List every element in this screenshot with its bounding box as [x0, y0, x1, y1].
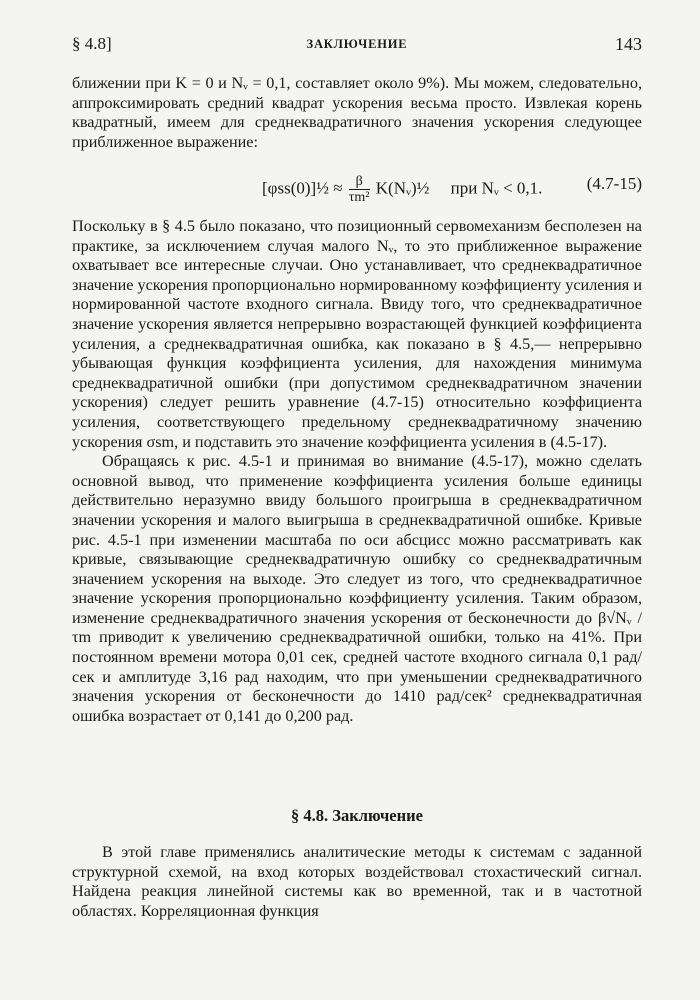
header-section-ref: § 4.8]: [72, 34, 112, 53]
equation-rhs: K(Nᵥ)½: [375, 178, 430, 198]
equation-lhs: [φss(0)]½ ≈: [262, 178, 343, 198]
conclusion-text-block: [72, 843, 642, 921]
paragraph-3: Обращаясь к рис. 4.5-1 и принимая во внимание (4.5-17), можно сделать основной вывод, что применение коэффициента усиления больше единицы действительно неразумно ввиду большого проигрыша в среднеквадратичном значении ускорения и малого выигрыша в среднеквадратичной ошибке. Кривые рис. 4.5-1 при изменении масштаба по оси абсцисс можно рассматривать как кривые, связывающие среднеквадратичную ошибку со среднеквадратичным значением ускорения на выходе. Это следует из того, что среднеквадратичное значение ускорения пропорционально коэффициенту усиления. Таким образом, изменение среднеквадратичного значения ускорения от бесконечности до β√Nᵥ / τm приводит к увеличению среднеквадратичной ошибки, только на 41%. При постоянном времени мотора 0,01 сек, средней частоте входного сигнала 0,1 рад/сек и амплитуде 3,16 рад находим, что при уменьшении среднеквадратичного значения ускорения от бесконечности до 1410 рад/сек² среднеквадратичная ошибка возрастает от 0,141 до 0,200 рад.: [72, 452, 642, 725]
equation-number: (4.7-15): [586, 174, 642, 193]
paragraph-4: В этой главе применялись аналитические методы к системам с заданной структурной схемой, на вход которых воздействовал стохастический сигнал. Найдена реакция линейной системы как во временной, так и в частотной областях. Корреляционная функция: [72, 843, 642, 920]
equation-fraction: [349, 174, 370, 205]
equation-condition: при Nᵥ < 0,1.: [450, 178, 543, 198]
equation-body: [262, 174, 542, 205]
paragraph-2: Поскольку в § 4.5 было показано, что позиционный сервомеханизм бесполезен на практике, за исключением случая малого Nᵥ, то это приближенное выражение охватывает все интересные случаи. Оно устанавливает, что среднеквадратичное значение ускорения пропорционально нормированному коэффициенту усиления и нормированной частоте входного сигнала. Ввиду того, что среднеквадратичное значение ускорения является непрерывно возрастающей функцией коэффициента усиления, а среднеквадратичная ошибка, как показано в § 4.5,— непрерывно убывающая функция коэффициента усиления, для нахождения минимума среднеквадратичной ошибки (при допустимом среднеквадратичном значении ускорения) следует решить уравнение (4.7-15) относительно коэффициента усиления, соответствующего предельному среднеквадратичному значению ускорения σsm, и подставить это значение коэффициента усиления в (4.5-17).: [72, 217, 642, 451]
intro-text-block: [72, 74, 642, 152]
page-number: 143: [615, 34, 642, 54]
page-header: [72, 34, 642, 60]
main-text-block: [72, 217, 642, 726]
intro-paragraph: ближении при K = 0 и Nᵥ = 0,1, составляет около 9%). Мы можем, следовательно, аппроксимировать средний квадрат ускорения весьма просто. Извлекая корень квадратный, имеем для среднеквадратичного значения ускорения следующее приближенное выражение:: [72, 74, 642, 151]
fraction-denominator: τm²: [348, 190, 370, 205]
section-heading: § 4.8. Заключение: [291, 806, 423, 825]
fraction-numerator: β: [349, 174, 370, 190]
running-title: ЗАКЛЮЧЕНИЕ: [306, 37, 408, 51]
equation-4-7-15: [72, 168, 642, 212]
